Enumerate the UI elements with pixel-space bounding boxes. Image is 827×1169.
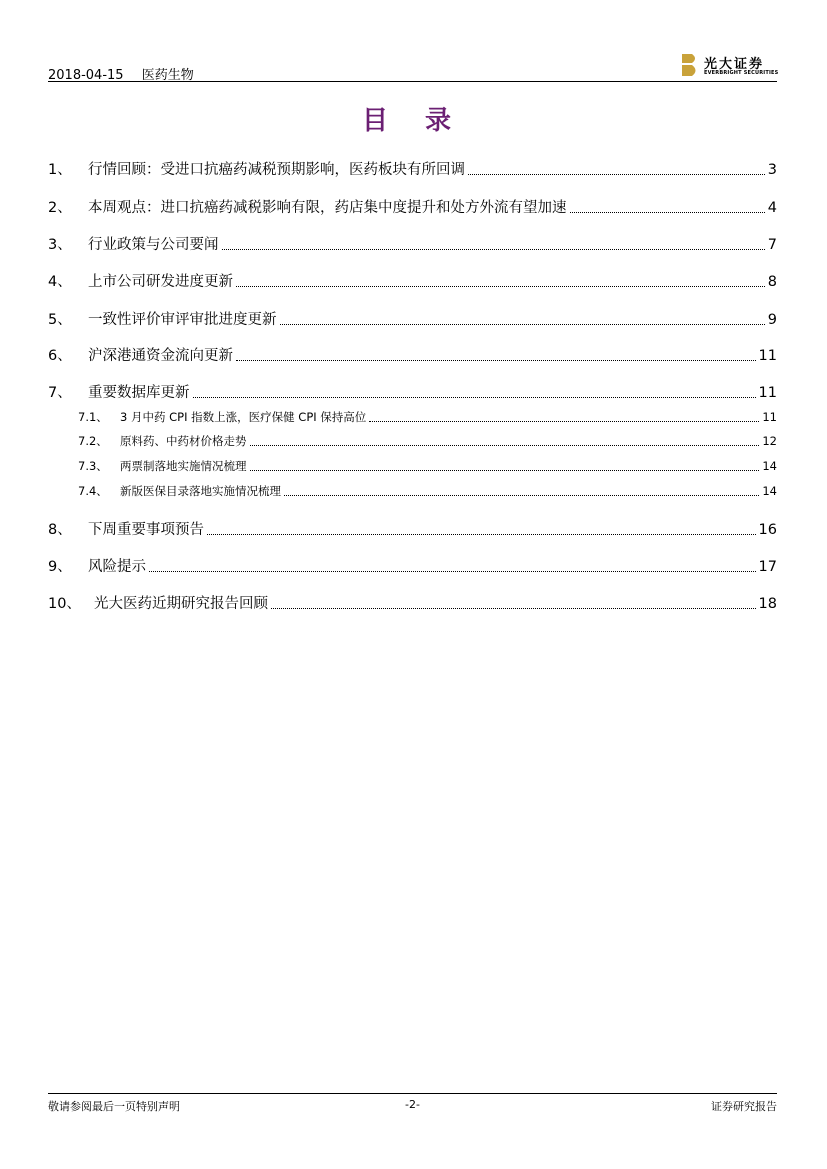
report-date: 2018-04-15: [48, 68, 124, 83]
toc-entry-page: 16: [758, 522, 777, 538]
toc-entry-number: 7.4、: [78, 484, 108, 498]
toc-entry-number: 5、: [48, 312, 72, 328]
dot-leader: [284, 495, 759, 496]
logo-text-cn: 光大证券: [704, 57, 765, 72]
toc-entry-title: 沪深港通资金流向更新: [88, 348, 233, 364]
toc-entry-title: 行业政策与公司要闻: [88, 237, 219, 253]
toc-entry-page: 11: [762, 410, 777, 424]
toc-entry-number: 1、: [48, 162, 72, 178]
toc-entry-title: 上市公司研发进度更新: [88, 274, 233, 290]
toc-entry-page: 14: [762, 459, 777, 473]
toc-entry-number: 9、: [48, 559, 72, 575]
toc-entry[interactable]: [48, 270, 777, 291]
dot-leader: [369, 421, 759, 422]
dot-leader: [236, 286, 765, 287]
toc-entry[interactable]: [48, 196, 777, 217]
dot-leader: [207, 534, 756, 535]
toc-entry-number: 7.3、: [78, 459, 108, 473]
toc-entry-number: 2、: [48, 200, 72, 216]
footer-disclaimer: 敬请参阅最后一页特别声明: [48, 1100, 180, 1113]
toc-entry-number: 4、: [48, 274, 72, 290]
toc-subentry[interactable]: [48, 433, 777, 449]
everbright-logo: [682, 52, 777, 80]
toc-entry[interactable]: [48, 158, 777, 179]
toc-entry[interactable]: [48, 233, 777, 254]
toc-entry-page: 4: [767, 200, 777, 216]
footer-rule: [48, 1093, 777, 1094]
page-footer: [48, 1098, 777, 1114]
toc-entry[interactable]: [48, 344, 777, 365]
toc-subentry[interactable]: [48, 409, 777, 425]
toc-entry-page: 11: [758, 348, 777, 364]
toc-entry-page: 8: [767, 274, 777, 290]
dot-leader: [271, 608, 756, 609]
toc-subentry[interactable]: [48, 458, 777, 474]
toc-entry-title: 行情回顾：受进口抗癌药减税预期影响，医药板块有所回调: [88, 162, 465, 178]
toc-subentry[interactable]: [48, 483, 777, 499]
dot-leader: [222, 249, 765, 250]
dot-leader: [280, 324, 765, 325]
logo-text-en: EVERBRIGHT SECURITIES: [704, 70, 779, 76]
toc-entry-title: 下周重要事项预告: [88, 522, 204, 538]
toc-entry[interactable]: [48, 308, 777, 329]
toc-entry-number: 6、: [48, 348, 72, 364]
toc-entry-number: 3、: [48, 237, 72, 253]
dot-leader: [236, 360, 756, 361]
toc-entry-page: 11: [758, 385, 777, 401]
dot-leader: [468, 174, 765, 175]
toc-entry[interactable]: [48, 555, 777, 576]
toc-entry-title: 原料药、中药材价格走势: [120, 434, 247, 448]
toc-entry-title: 一致性评价审评审批进度更新: [88, 312, 277, 328]
toc-entry[interactable]: [48, 592, 777, 613]
dot-leader: [250, 445, 760, 446]
toc-entry-page: 9: [767, 312, 777, 328]
toc-entry-number: 7、: [48, 385, 72, 401]
dot-leader: [250, 470, 760, 471]
toc-entry-title: 光大医药近期研究报告回顾: [94, 596, 268, 612]
toc-entry-title: 本周观点：进口抗癌药减税影响有限，药店集中度提升和处方外流有望加速: [88, 200, 567, 216]
toc-entry-page: 3: [767, 162, 777, 178]
toc-entry-number: 7.1、: [78, 410, 108, 424]
toc-entry-title: 风险提示: [88, 559, 146, 575]
toc-entry-page: 17: [758, 559, 777, 575]
logo-mark-icon: [682, 54, 698, 76]
footer-page-number: -2-: [405, 1098, 420, 1111]
page-title: 目 录: [361, 106, 466, 136]
footer-report-type: 证券研究报告: [711, 1100, 777, 1113]
report-sector: 医药生物: [141, 68, 194, 83]
page-header: [48, 52, 777, 82]
dot-leader: [149, 571, 756, 572]
toc-entry-number: 7.2、: [78, 434, 108, 448]
toc-entry[interactable]: [48, 381, 777, 402]
dot-leader: [193, 397, 756, 398]
toc-entry-number: 8、: [48, 522, 72, 538]
toc-entry-page: 7: [767, 237, 777, 253]
toc-entry-page: 14: [762, 484, 777, 498]
dot-leader: [570, 212, 765, 213]
toc-entry-title: 新版医保目录落地实施情况梳理: [120, 484, 281, 498]
header-rule: [48, 81, 777, 82]
toc-entry-title: 3 月中药 CPI 指数上涨，医疗保健 CPI 保持高位: [120, 410, 367, 424]
toc-entry-title: 两票制落地实施情况梳理: [120, 459, 247, 473]
toc-entry[interactable]: [48, 518, 777, 539]
toc-entry-page: 18: [758, 596, 777, 612]
toc-entry-title: 重要数据库更新: [88, 385, 190, 401]
toc-entry-page: 12: [762, 434, 777, 448]
toc-entry-number: 10、: [48, 596, 81, 612]
